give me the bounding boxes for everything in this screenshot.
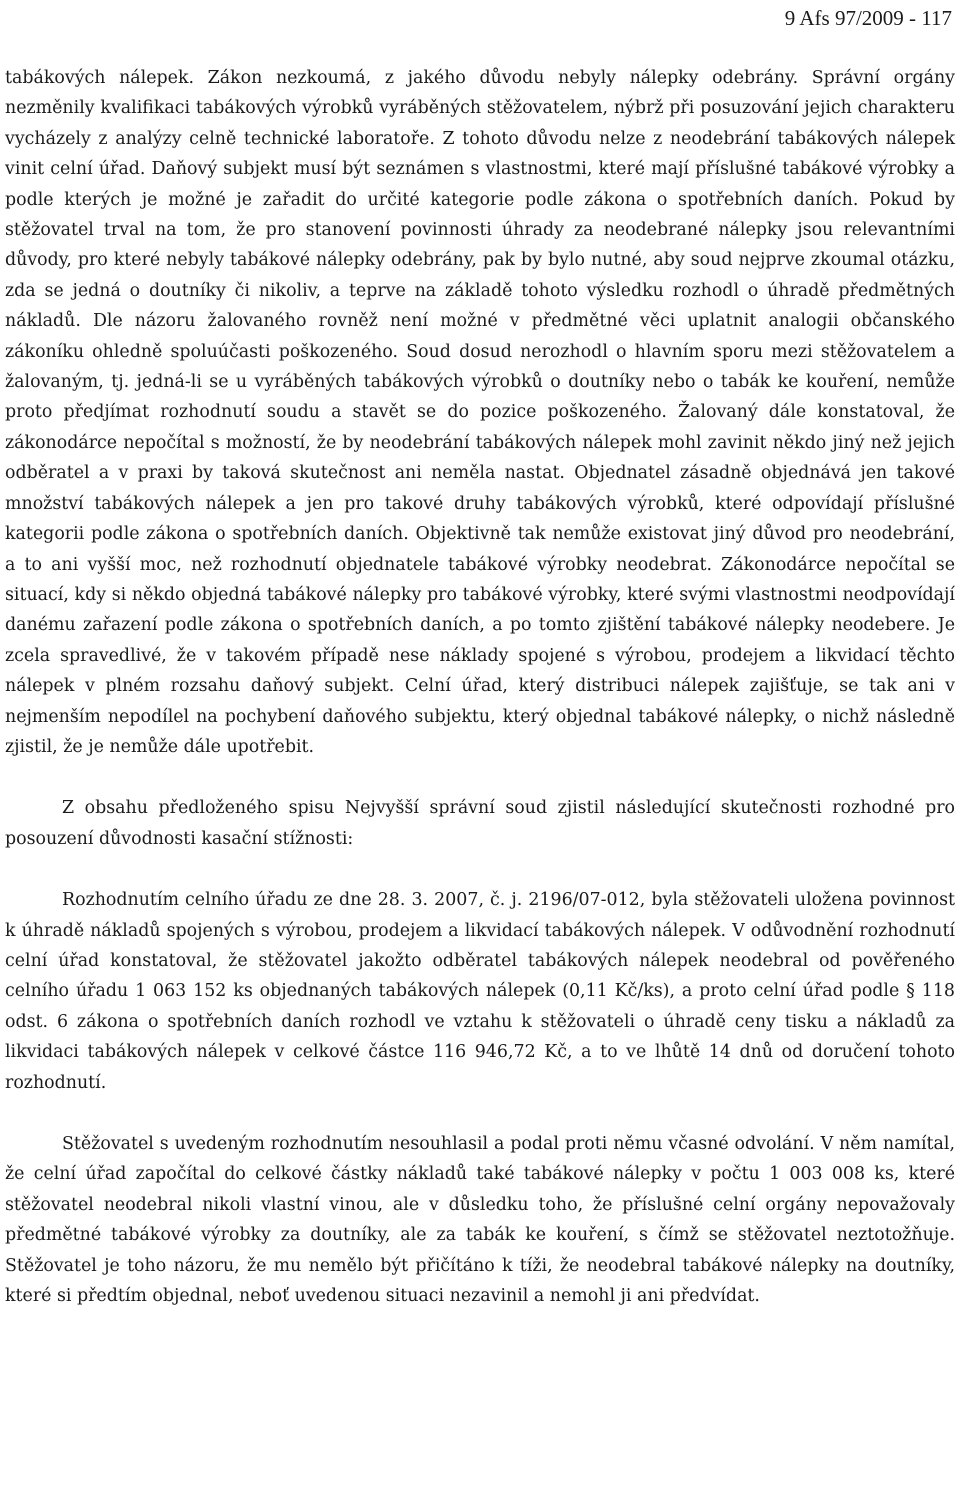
paragraph-gap	[5, 762, 955, 793]
paragraph-respondent-statement: tabákových nálepek. Zákon nezkoumá, z jakého důvodu nebyly nálepky odebrány. Správní orgány nezměnily kvalifikaci tabákových výrobků vyráběných stěžovatelem, nýbrž při posuzování jejich charakteru vycházely z analýzy celně technické laboratoře. Z tohoto důvodu nelze z neodebrání tabákových nálepek vinit celní úřad. Daňový subjekt musí být seznámen s vlastnostmi, které mají příslušné tabákové výrobky a podle kterých je možné je zařadit do určité kategorie podle zákona o spotřebních daních. Pokud by stěžovatel trval na tom, že pro stanovení povinnosti úhrady za neodebrané nálepky jsou relevantními důvody, pro které nebyly tabákové nálepky odebrány, pak by bylo nutné, aby soud nejprve zkoumal otázku, zda se jedná o doutníky či nikoliv, a teprve na základě tohoto výsledku rozhodl o úhradě předmětných nákladů. Dle názoru žalovaného rovněž není možné v předmětné věci uplatnit analogii občanského zákoníku ohledně spoluúčasti poškozeného. Soud dosud nerozhodl o hlavním sporu mezi stěžovatelem a žalovaným, tj. jedná-li se u vyráběných tabákových výrobků o doutníky nebo o tabák ke kouření, nemůže proto předjímat rozhodnutí soudu a stavět se do pozice poškozeného. Žalovaný dále konstatoval, že zákonodárce nepočítal s možností, že by neodebrání tabákových nálepek mohl zavinit někdo jiný než jejich odběratel a v praxi by taková skutečnost ani neměla nastat. Objednatel zásadně objednává jen takové množství tabákových nálepek a jen pro takové druhy tabákových výrobků, které odpovídají příslušné kategorii podle zákona o spotřebních daních. Objektivně tak nemůže existovat jiný důvod pro neodebrání, a to ani vyšší moc, než rozhodnutí objednatele tabákové výrobky neodebrat. Zákonodárce nepočítal se situací, kdy si někdo objedná tabákové nálepky pro tabákové výrobky, které svými vlastnostmi neodpovídají danému zařazení podle zákona o spotřebních daních, a po tomto zjištění tabákové nálepky neodebere. Je zcela spravedlivé, že v takovém případě nese náklady spojené s výrobou, prodejem a likvidací těchto nálepek v plném rozsahu daňový subjekt. Celní úřad, který distribuci nálepek zajišťuje, se tak ani v nejmenším nepodílel na pochybení daňového subjektu, který objednal tabákové nálepky, o nichž následně zjistil, že je nemůže dále upotřebit.	[5, 68, 955, 757]
paragraph-customs-decision: Rozhodnutím celního úřadu ze dne 28. 3. 2007, č. j. 2196/07-012, byla stěžovateli uložena povinnost k úhradě nákladů spojených s výrobou, prodejem a likvidací tabákových nálepek. V odůvodnění rozhodnutí celní úřad konstatoval, že stěžovatel jakožto odběratel tabákových nálepek neodebral od pověřeného celního úřadu 1 063 152 ks objednaných tabákových nálepek (0,11 Kč/ks), a proto celní úřad podle § 118 odst. 6 zákona o spotřebních daních rozhodl ve vztahu k stěžovateli o úhradě ceny tisku a nákladů za likvidaci tabákových nálepek v celkové částce 116 946,72 Kč, a to ve lhůtě 14 dnů od doručení tohoto rozhodnutí.	[5, 890, 955, 1093]
paragraph-appeal: Stěžovatel s uvedeným rozhodnutím nesouhlasil a podal proti němu včasné odvolání. V něm namítal, že celní úřad započítal do celkové částky nákladů také tabákové nálepky v počtu 1 003 008 ks, které stěžovatel neodebral nikoli vlastní vinou, ale v důsledku toho, že příslušné celní orgány nepovažovaly předmětné tabákové výrobky za doutníky, ale za tabák ke kouření, s čímž se stěžovatel neztotožňuje. Stěžovatel je toho názoru, že mu nemělo být přičítáno k tíži, že neodebral tabákové nálepky na doutníky, které si předtím objednal, neboť uvedenou situaci nezavinil a nemohl ji ani předvídat.	[5, 1134, 955, 1307]
paragraph-gap	[5, 854, 955, 885]
case-number: 9 Afs 97/2009 - 117	[784, 6, 952, 30]
paragraph-gap	[5, 1098, 955, 1129]
document-body	[5, 63, 955, 1311]
paragraph-file-findings: Z obsahu předloženého spisu Nejvyšší správní soud zjistil následující skutečnosti rozhodné pro posouzení důvodnosti kasační stížnosti:	[5, 798, 955, 849]
